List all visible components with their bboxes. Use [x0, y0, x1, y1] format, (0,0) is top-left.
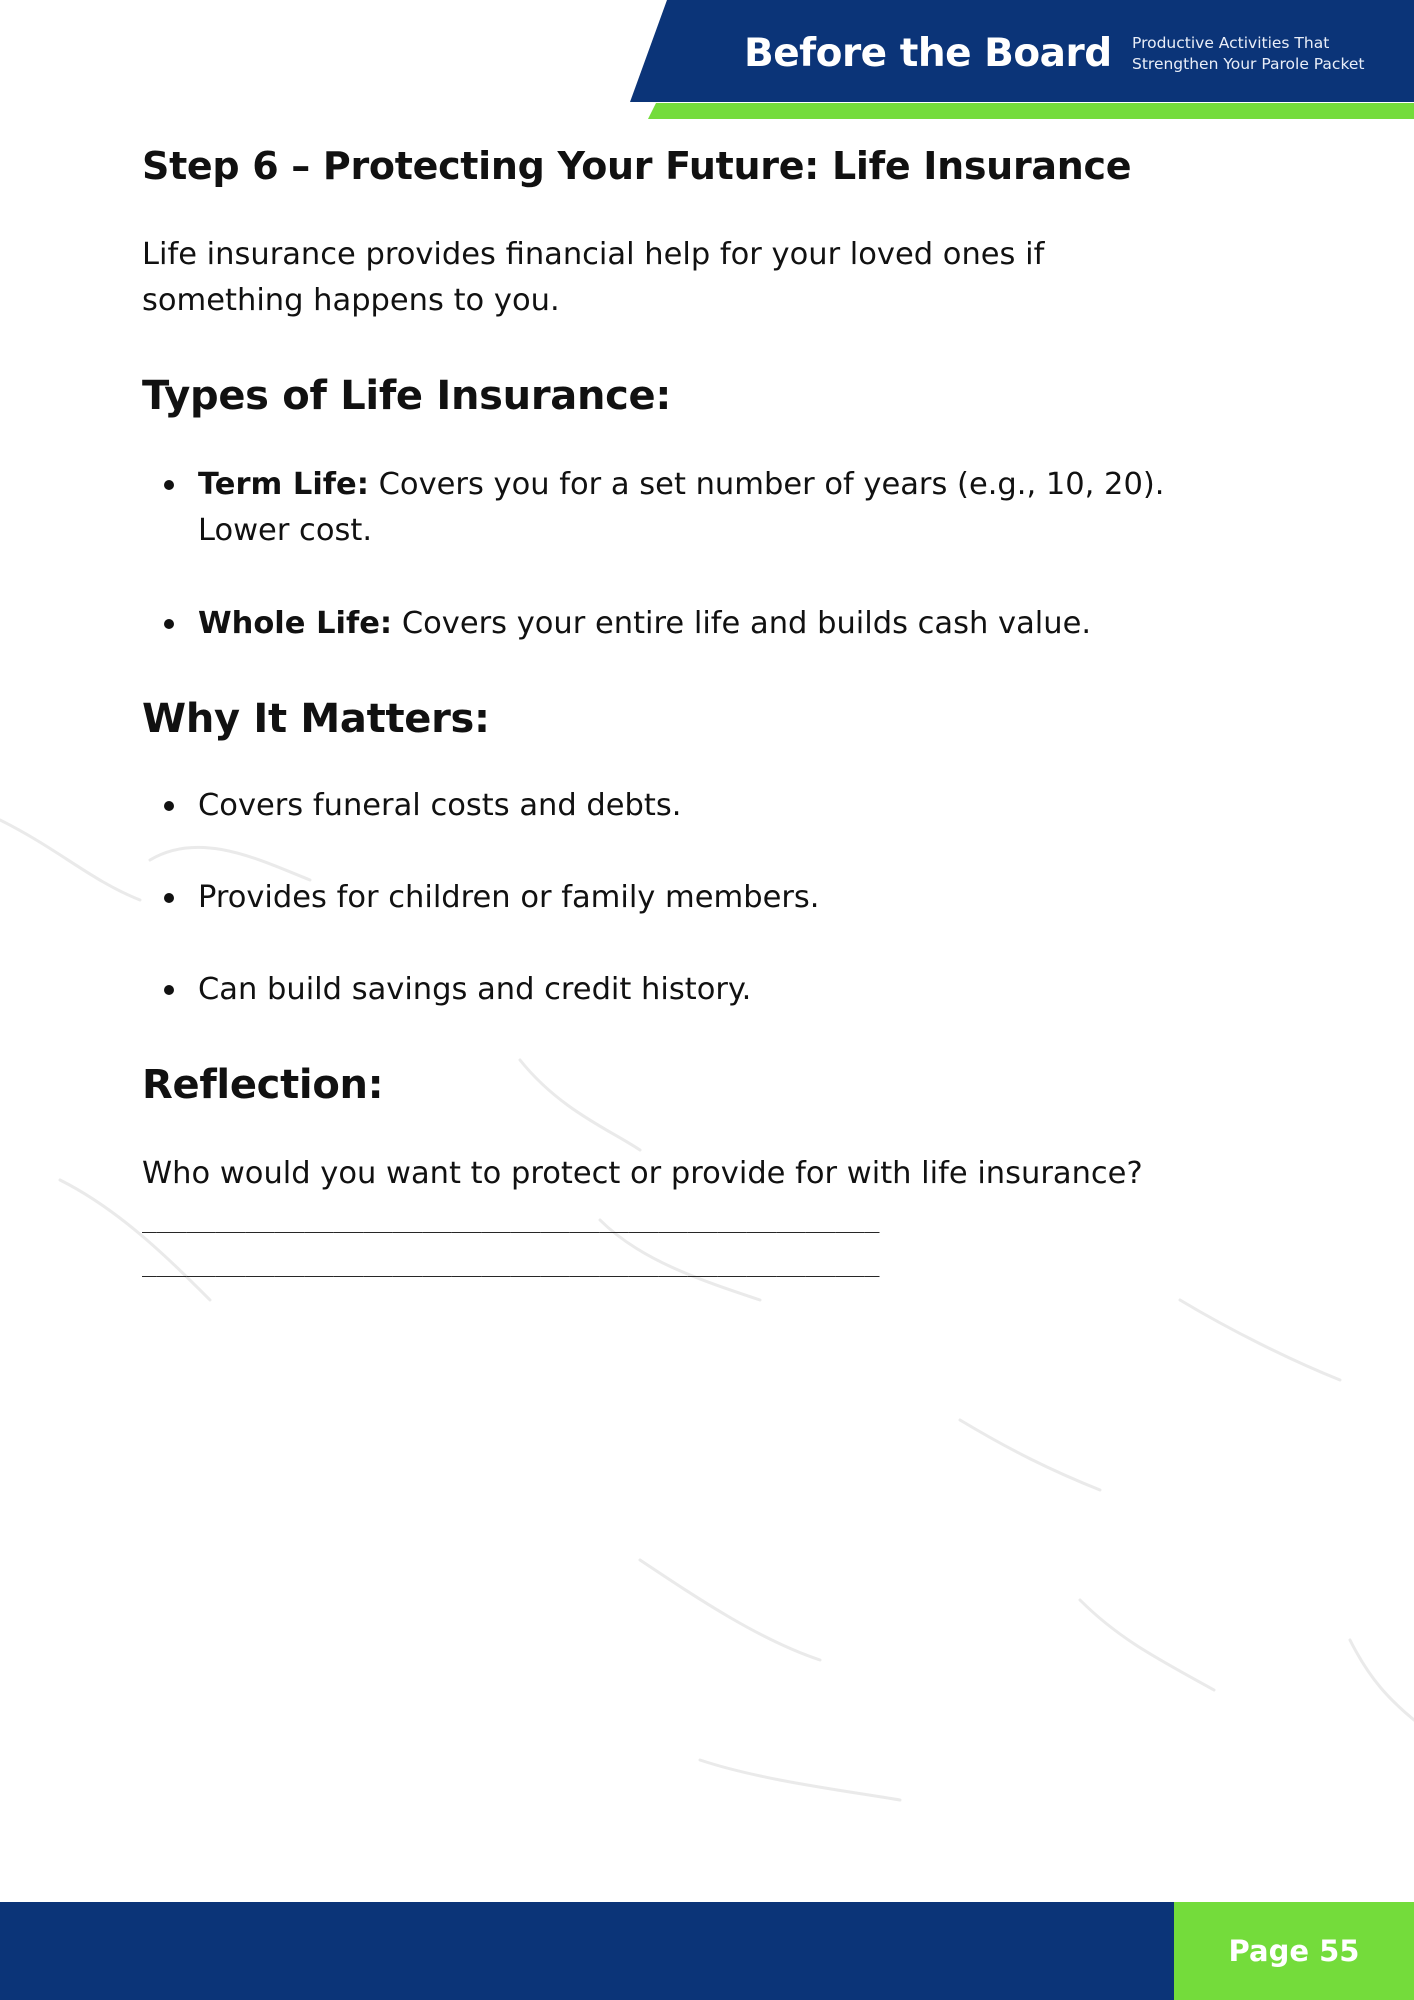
list-item-whole-life: [142, 601, 1272, 647]
page-title: Step 6 – Protecting Your Future: Life Insurance: [142, 144, 1132, 188]
list-item: Can build savings and credit history.: [142, 967, 1272, 1013]
whole-life-label: Whole Life:: [198, 606, 393, 641]
header-accent-stripe: [648, 103, 1414, 119]
main-content: [142, 140, 1272, 1285]
term-life-text-block: [198, 462, 1258, 554]
reflection-heading: Reflection:: [142, 1062, 384, 1108]
types-heading: Types of Life Insurance:: [142, 373, 672, 419]
footer-band: [0, 1902, 1174, 2000]
why-it-matters-list: [142, 783, 1272, 1013]
brand-title: Before the Board: [744, 31, 1112, 76]
list-item: Provides for children or family members.: [142, 875, 1272, 921]
insurance-types-list: [142, 462, 1272, 647]
reflection-prompt: Who would you want to protect or provide for with life insurance?: [142, 1156, 1143, 1191]
brand-tagline-line-2: Strengthen Your Parole Packet: [1132, 55, 1365, 73]
intro-paragraph: Life insurance provides financial help for your loved ones if something happens to you.: [142, 237, 1045, 318]
why-heading: Why It Matters:: [142, 696, 490, 742]
whole-life-description: Covers your entire life and builds cash value.: [401, 606, 1092, 641]
term-life-label: Term Life:: [198, 467, 369, 502]
term-life-description: Covers you for a set number of years (e.g., 10, 20). Lower cost.: [198, 467, 1165, 548]
answer-line-1[interactable]: __________________________________________________: [142, 1204, 880, 1233]
brand-tagline: [1132, 33, 1402, 75]
page-number: Page 55: [1228, 1934, 1360, 1968]
brand-tagline-line-1: Productive Activities That: [1132, 34, 1330, 52]
list-item: Covers funeral costs and debts.: [142, 783, 1272, 829]
list-item-term-life: [142, 462, 1272, 554]
answer-line-2[interactable]: __________________________________________________: [142, 1248, 880, 1277]
